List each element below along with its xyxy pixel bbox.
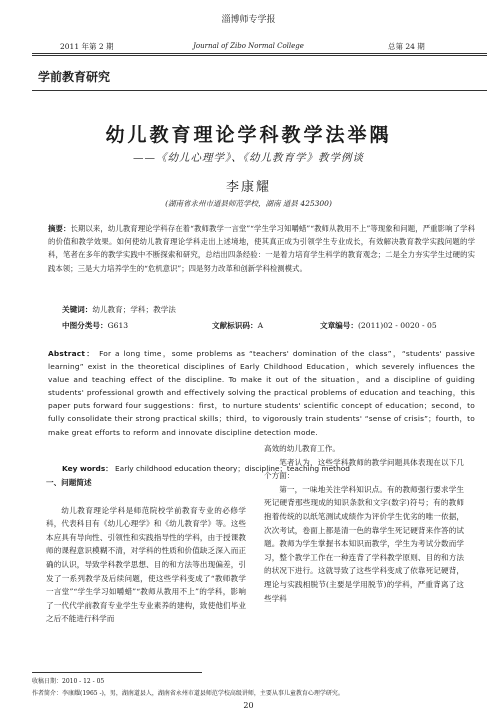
class-number-label: 中图分类号： <box>62 321 108 330</box>
journal-name-en: Journal of Zibo Normal College <box>193 42 304 50</box>
article-subtitle: ——《幼儿心理学》、《幼儿教育学》教学例谈 <box>133 152 364 164</box>
document-code-label: 文献标识码： <box>212 321 258 330</box>
document-code-value: A <box>257 321 264 330</box>
keywords-en-label: Key words： <box>62 464 113 473</box>
abstract-cn-text: 长期以来，幼儿教育理论学科存在着“教师教学一言堂”“学生学习知嚼蜡”“教师从教用不上”等现象和问题，严重影响了学科的价值和教学效果。如何使幼儿教育理论学科走出上述境地，使其真正成为引领学生专业成长，有效解决教育教学实践问题的学科，笔者在多年的教学实践中不断探索和研究，总结出四条经验：一是着力培育学生科学的教育观念；二是全力夯实学生过硬的实践本领；三是大力培养学生的“危机意识”；四是努力改革和创新学科检测模式。 <box>48 224 475 273</box>
footnote-received: 收稿日期：2010 - 12 - 05 <box>32 678 105 685</box>
body-paragraph: 第一，一味地关注学科知识点。有的教师强行要求学生死记硬背那些现成的知识条款和文字(数字)符号；有的教师抱着传统的以纸笔测试成绩作为评价学生优劣的唯一依据，次次考试，卷面上都是清一色的靠学生死记硬背来作答的试题。教师为学生掌握书本知识而教学，学生为考试分数而学习，整个教学工作在一种连背了学科教学原则、目的和方法的状况下进行。这就导致了这些学科变成了依靠死记硬背，理论与实践相脱节(主要是学用脱节)的学科，严重背离了这些学科 <box>264 484 464 603</box>
section-rule <box>32 90 487 91</box>
document-code <box>212 320 263 331</box>
abstract-en-label: Abstract： <box>48 349 96 358</box>
class-number <box>62 320 128 331</box>
journal-name-cn: 淄博师专学报 <box>221 15 276 25</box>
total-issue: 总第 24 期 <box>388 42 425 51</box>
abstract-en <box>48 347 475 439</box>
abstract-en-text: For a long time，some problems as “teachers' domination of the class”，“students' passive learning” exist in the theoretical disciplines of Early Childhood Education，which severely influences the value and teaching effect of the discipline. To make it out of the situation，and a discipline of guiding students' professional growth and effectively solving the practical problems of education and teaching，this paper puts forward four suggestions：first，to nurture students' scientific concept of education；second，to fully consolidate their strong practical skills；third，to vigorously train students' “sense of crisis”；fourth，to make great efforts to reform and innovate discipline detection mode. <box>48 349 475 437</box>
class-number-value: G613 <box>107 321 129 330</box>
section-heading: 一、问题简述 <box>46 478 92 487</box>
author-name: 李康耀 <box>225 180 271 195</box>
footnote-rule <box>32 672 202 673</box>
article-number-value: (2011)02 - 0020 - 05 <box>357 321 437 330</box>
right-column <box>264 442 464 605</box>
abstract-cn <box>48 222 475 275</box>
body-paragraph: 笔者认为，这些学科教师的教学问题具体表现在以下几个方面： <box>264 457 464 481</box>
abstract-cn-label: 摘要： <box>48 224 71 233</box>
keywords-en-text: Early childhood education theory；discipline；teaching method <box>115 464 350 473</box>
header-rule-thin <box>32 55 487 56</box>
keywords-cn-label: 关键词： <box>62 305 93 314</box>
keywords-cn-text: 幼儿教育；学科；教学法 <box>92 305 176 314</box>
footnote-author-bio: 作者简介：李康耀(1965 -)，男，湖南道县人，湖南省永州市道县师范学校高级讲师，主要从事儿童教育心理学研究。 <box>32 690 344 697</box>
article-title: 幼儿教育理论学科教学法举隅 <box>105 124 392 146</box>
author-affiliation: (湖南省永州市道县师范学校，湖南 道县 425300) <box>165 199 332 208</box>
body-paragraph: 高效的幼儿教育工作。 <box>264 444 340 453</box>
page-number: 20 <box>243 701 254 710</box>
article-number-label: 文章编号： <box>320 321 358 330</box>
body-paragraph: 幼儿教育理论学科是师范院校学前教育专业的必修学科，代表科目有《幼儿心理学》和《幼儿教育学》等。这些本应具有导向性、引领性和实践指导性的学科，由于授课教师的课程意识模糊不清，对学科的性质和价值缺乏深入而正确的认识，导致学科教学思想、目的和方法等出现偏差，引发了一系列教学及后续问题，使这些学科变成了“教师教学一言堂”“学生学习如嚼蜡”“教师从教用不上”的学科，影响了一代代学前教育专业学生专业素养的建构，致使他们毕业之后不能进行科学而 <box>46 505 246 624</box>
header-rule <box>32 53 487 54</box>
left-column <box>46 456 246 626</box>
section-tag: 学前教育研究 <box>38 70 111 84</box>
keywords-cn <box>62 304 176 315</box>
year-issue: 2011 年第 2 期 <box>60 42 114 51</box>
article-number <box>320 320 437 331</box>
